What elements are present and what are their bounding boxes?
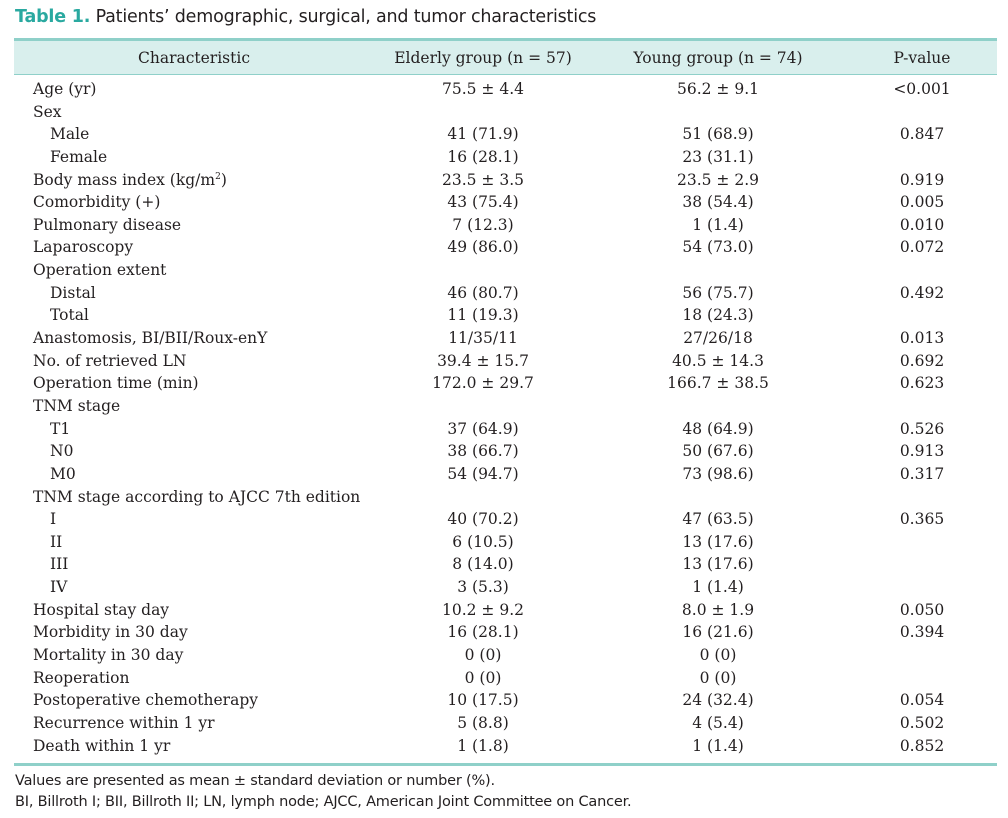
row-characteristic	[33, 737, 170, 755]
characteristic-label: Comorbidity (+)	[33, 193, 161, 212]
elderly-value: 37 (64.9)	[447, 419, 519, 438]
table-row	[0, 623, 1008, 646]
characteristic-label: Age (yr)	[33, 80, 97, 98]
young-value: 13 (17.6)	[682, 532, 754, 551]
young-value: 0 (0)	[699, 646, 737, 665]
characteristic-label: Distal	[50, 283, 96, 302]
characteristic-label: Female	[50, 147, 108, 166]
p-value: 0.913	[899, 442, 945, 461]
characteristic-label: Male	[50, 125, 90, 144]
young-value: 0 (0)	[699, 668, 737, 687]
p-value: 0.054	[899, 691, 945, 710]
elderly-value: 40 (70.2)	[447, 510, 519, 529]
characteristic-label: Mortality in 30 day	[33, 646, 184, 665]
p-value: 0.492	[899, 283, 945, 302]
p-value: 0.852	[899, 736, 945, 755]
table-row	[0, 714, 1008, 737]
table-row	[0, 306, 1008, 329]
footnote-values: Values are presented as mean ± standard deviation or number (%).	[15, 773, 495, 789]
p-value: 0.010	[899, 215, 945, 234]
table-title: Patients’ demographic, surgical, and tumor characteristics	[95, 7, 597, 27]
elderly-value: 1 (1.8)	[457, 736, 509, 755]
table-row	[0, 261, 1008, 284]
p-value: 0.394	[899, 623, 945, 642]
table-row	[0, 352, 1008, 375]
characteristic-label: T1	[50, 419, 71, 438]
characteristic-label: Pulmonary disease	[33, 215, 182, 234]
table-row	[0, 374, 1008, 397]
row-characteristic	[33, 80, 96, 98]
characteristic-label: Total	[50, 306, 89, 325]
row-characteristic	[33, 691, 258, 709]
row-characteristic	[33, 646, 183, 664]
characteristic-label: Morbidity in 30 day	[33, 623, 188, 642]
young-value: 47 (63.5)	[682, 510, 754, 529]
characteristic-label: TNM stage	[33, 396, 121, 415]
row-characteristic	[50, 125, 89, 143]
table-row	[0, 691, 1008, 714]
row-characteristic	[33, 374, 199, 392]
young-value: 13 (17.6)	[682, 555, 754, 574]
p-value: 0.050	[899, 600, 945, 619]
young-value: 1 (1.4)	[692, 215, 744, 234]
young-value: 54 (73.0)	[682, 238, 754, 257]
elderly-value: 8 (14.0)	[452, 555, 514, 574]
young-value: 23 (31.1)	[682, 147, 754, 166]
row-characteristic	[50, 420, 70, 438]
table-row	[0, 555, 1008, 578]
young-value: 50 (67.6)	[682, 442, 754, 461]
characteristic-label: I	[50, 510, 57, 529]
table-row	[0, 284, 1008, 307]
characteristic-label: III	[50, 555, 69, 574]
table-row	[0, 420, 1008, 443]
row-characteristic	[33, 103, 62, 121]
p-value: 0.317	[899, 464, 945, 483]
footnote-abbreviations: BI, Billroth I; BII, Billroth II; LN, lymph node; AJCC, American Joint Committee on Cancer.	[15, 794, 632, 810]
header-young-group: Young group (n = 74)	[633, 49, 803, 67]
elderly-value: 6 (10.5)	[452, 532, 514, 551]
table-row	[0, 601, 1008, 624]
characteristic-label: N0	[50, 442, 74, 461]
elderly-value: 75.5 ± 4.4	[441, 80, 525, 98]
row-characteristic	[50, 284, 96, 302]
table-row	[0, 488, 1008, 511]
elderly-value: 23.5 ± 3.5	[441, 170, 525, 189]
row-characteristic	[50, 533, 62, 551]
row-characteristic	[33, 397, 120, 415]
characteristic-label: IV	[50, 578, 68, 597]
elderly-value: 16 (28.1)	[447, 623, 519, 642]
characteristic-label: Sex	[33, 102, 62, 121]
characteristic-label: II	[50, 532, 63, 551]
characteristic-label: Reoperation	[33, 668, 130, 687]
p-value: 0.919	[899, 170, 945, 189]
row-characteristic	[33, 669, 129, 687]
table-caption	[15, 7, 596, 27]
p-value: 0.013	[899, 329, 945, 348]
table-row	[0, 578, 1008, 601]
elderly-value: 41 (71.9)	[447, 125, 519, 144]
young-value: 51 (68.9)	[682, 125, 754, 144]
table-row	[0, 238, 1008, 261]
row-characteristic	[33, 193, 160, 211]
characteristic-label: Anastomosis, BI/BII/Roux-enY	[33, 329, 268, 348]
table-footnotes	[15, 771, 631, 813]
characteristic-label: Operation time (min)	[33, 374, 199, 393]
table-row	[0, 442, 1008, 465]
p-value: 0.526	[899, 419, 945, 438]
table-row	[0, 103, 1008, 126]
table-row	[0, 397, 1008, 420]
table-row	[0, 669, 1008, 692]
p-value: 0.365	[899, 510, 945, 529]
young-value: 1 (1.4)	[692, 578, 744, 597]
elderly-value: 54 (94.7)	[447, 464, 519, 483]
elderly-value: 5 (8.8)	[457, 713, 509, 732]
young-value: 73 (98.6)	[682, 464, 754, 483]
row-characteristic	[33, 352, 186, 370]
table-row	[0, 80, 1008, 103]
table-row	[0, 148, 1008, 171]
elderly-value: 3 (5.3)	[457, 578, 509, 597]
table-bottom-rule	[14, 763, 997, 766]
p-value: 0.623	[899, 374, 945, 393]
table-row	[0, 125, 1008, 148]
characteristic-label: No. of retrieved LN	[33, 351, 187, 370]
elderly-value: 172.0 ± 29.7	[432, 374, 534, 393]
young-value: 23.5 ± 2.9	[676, 170, 760, 189]
row-characteristic	[33, 238, 133, 256]
elderly-value: 43 (75.4)	[447, 193, 519, 212]
table-row	[0, 216, 1008, 239]
row-characteristic	[33, 601, 169, 619]
header-elderly-group: Elderly group (n = 57)	[394, 49, 572, 67]
elderly-value: 39.4 ± 15.7	[437, 351, 529, 370]
table-row	[0, 737, 1008, 760]
row-characteristic	[33, 488, 360, 506]
characteristic-label: Postoperative chemotherapy	[33, 691, 259, 710]
young-value: 38 (54.4)	[682, 193, 754, 212]
elderly-value: 11 (19.3)	[447, 306, 519, 325]
elderly-value: 49 (86.0)	[447, 238, 519, 257]
young-value: 4 (5.4)	[692, 713, 744, 732]
p-value: <0.001	[893, 80, 951, 98]
row-characteristic	[50, 148, 107, 166]
young-value: 166.7 ± 38.5	[667, 374, 769, 393]
young-value: 56 (75.7)	[682, 283, 754, 302]
young-value: 48 (64.9)	[682, 419, 754, 438]
elderly-value: 10 (17.5)	[447, 691, 519, 710]
table-row	[0, 171, 1008, 194]
young-value: 24 (32.4)	[682, 691, 754, 710]
characteristic-label: TNM stage according to AJCC 7th edition	[33, 487, 361, 506]
young-value: 1 (1.4)	[692, 736, 744, 755]
characteristic-label: Laparoscopy	[33, 238, 134, 257]
table-row	[0, 646, 1008, 669]
p-value: 0.072	[899, 238, 945, 257]
young-value: 16 (21.6)	[682, 623, 754, 642]
elderly-value: 10.2 ± 9.2	[441, 600, 525, 619]
elderly-value: 7 (12.3)	[452, 215, 514, 234]
characteristic-label-tail: )	[220, 170, 227, 189]
table-header-row	[14, 38, 997, 75]
row-characteristic	[50, 510, 56, 528]
p-value: 0.502	[899, 713, 945, 732]
p-value: 0.692	[899, 351, 945, 370]
row-characteristic	[50, 306, 89, 324]
row-characteristic	[50, 442, 73, 460]
header-characteristic: Characteristic	[137, 49, 251, 67]
row-characteristic	[50, 555, 68, 573]
row-characteristic	[33, 261, 166, 279]
characteristic-label: Operation extent	[33, 261, 167, 280]
unit-superscript: 2	[215, 171, 221, 182]
table-number: Table 1.	[15, 7, 91, 27]
table-row	[0, 533, 1008, 556]
young-value: 18 (24.3)	[682, 306, 754, 325]
p-value: 0.005	[899, 193, 945, 212]
young-value: 27/26/18	[683, 329, 753, 348]
young-value: 56.2 ± 9.1	[676, 80, 760, 98]
young-value: 40.5 ± 14.3	[672, 351, 764, 370]
characteristic-label: Recurrence within 1 yr	[33, 713, 215, 732]
table-body	[0, 80, 1008, 759]
elderly-value: 0 (0)	[464, 668, 502, 687]
characteristic-label: Body mass index (kg/m	[33, 170, 216, 189]
row-characteristic	[33, 216, 181, 234]
elderly-value: 11/35/11	[448, 329, 518, 348]
table-row	[0, 193, 1008, 216]
row-characteristic	[33, 714, 215, 732]
row-characteristic	[33, 329, 267, 347]
young-value: 8.0 ± 1.9	[681, 600, 755, 619]
header-p-value: P-value	[893, 49, 951, 67]
characteristic-label: Death within 1 yr	[33, 736, 171, 755]
elderly-value: 46 (80.7)	[447, 283, 519, 302]
elderly-value: 16 (28.1)	[447, 147, 519, 166]
row-characteristic	[50, 465, 76, 483]
p-value: 0.847	[899, 125, 945, 144]
characteristic-label: Hospital stay day	[33, 600, 170, 619]
table-row	[0, 465, 1008, 488]
row-characteristic	[33, 623, 188, 641]
row-characteristic	[33, 171, 227, 189]
row-characteristic	[50, 578, 67, 596]
elderly-value: 38 (66.7)	[447, 442, 519, 461]
elderly-value: 0 (0)	[464, 646, 502, 665]
table-row	[0, 329, 1008, 352]
table-row	[0, 510, 1008, 533]
characteristic-label: M0	[50, 464, 76, 483]
